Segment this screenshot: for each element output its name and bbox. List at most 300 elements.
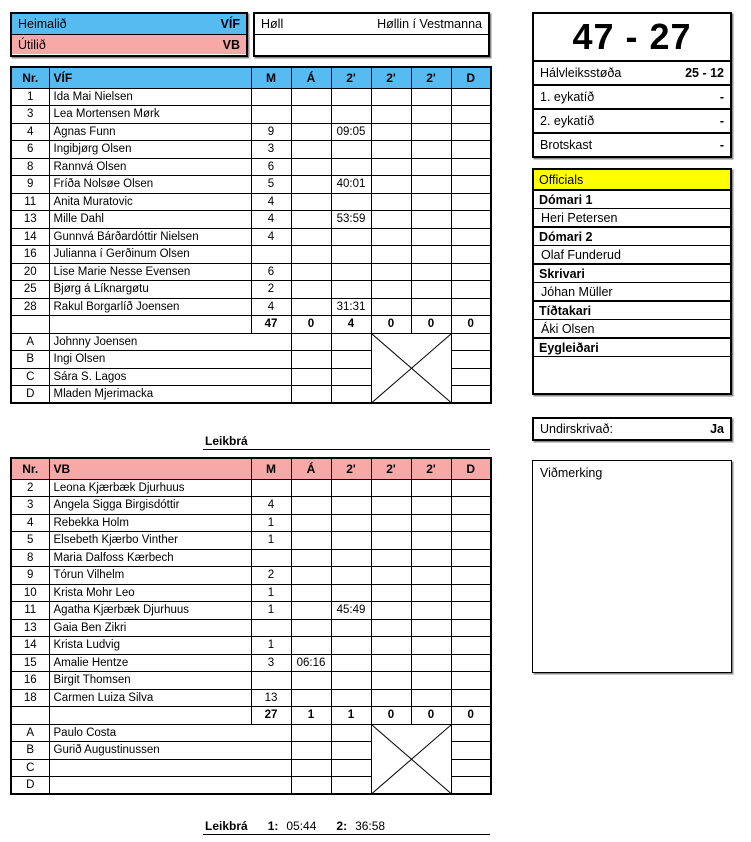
stat-m: 4 [251,193,291,211]
staff-name: Gurið Augustinussen [49,742,291,760]
stat-a [291,497,331,515]
player-row [11,672,491,690]
crossed-out-cell [371,724,451,794]
stat-m: 1 [251,514,291,532]
player-row [11,263,491,281]
col-nr: Nr. [11,67,49,88]
stat-m: 1 [251,532,291,550]
player-row [11,246,491,264]
stat-a [291,567,331,585]
penalty-throws-label: Brotskast [540,138,593,152]
col-2min-1: 2' [331,458,371,479]
col-m: M [251,67,291,88]
stat-m [251,549,291,567]
stat-s1 [331,106,371,124]
col-a: Á [291,458,331,479]
stat-m [251,106,291,124]
player-number: 11 [11,193,49,211]
official-name [534,356,730,393]
stat-s1 [331,479,371,497]
stat-m [251,479,291,497]
stat-a [291,158,331,176]
staff-name [49,777,291,795]
period2-label: 2: [336,819,348,833]
staff-name: Mladen Mjerimacka [49,386,291,404]
home-team-name: VÍF [49,67,251,88]
stat-d [451,193,491,211]
player-row [11,298,491,316]
empty-cell [331,759,371,777]
stat-a [291,176,331,194]
stat-s3 [411,193,451,211]
player-name: Rebekka Holm [49,514,251,532]
empty-cell [331,742,371,760]
player-row [11,497,491,515]
official-role: Skrivari [534,263,730,282]
player-row [11,88,491,106]
period2-time: 36:58 [355,819,386,833]
col-d: D [451,67,491,88]
empty-cell [291,724,331,742]
home-roster-table [10,66,492,404]
crossed-out-cell [371,333,451,403]
stat-d [451,497,491,515]
empty-cell [331,368,371,386]
stat-s2 [371,619,411,637]
official-entry [534,191,730,226]
player-number: 9 [11,176,49,194]
stat-s1 [331,672,371,690]
overtime2-label: 2. eykatíð [540,114,595,128]
player-name: Lise Marie Nesse Evensen [49,263,251,281]
stat-s2 [371,211,411,229]
stat-s2 [371,497,411,515]
player-row [11,106,491,124]
player-number: 13 [11,619,49,637]
stat-s3 [411,228,451,246]
stat-s3 [411,263,451,281]
stat-m [251,246,291,264]
stat-m: 6 [251,263,291,281]
stat-d [451,619,491,637]
stat-d [451,281,491,299]
player-number: 14 [11,228,49,246]
stat-a [291,263,331,281]
stat-s3 [411,637,451,655]
player-name: Lea Mortensen Mørk [49,106,251,124]
official-role: Dómari 2 [534,226,730,245]
stat-m: 3 [251,654,291,672]
player-number: 1 [11,88,49,106]
stat-a [291,602,331,620]
player-number: 28 [11,298,49,316]
stat-a [291,479,331,497]
cross-out-x-icon [372,334,451,403]
stat-m: 5 [251,176,291,194]
staff-letter: A [11,333,49,351]
stat-s3 [411,672,451,690]
player-row [11,602,491,620]
home-leikbra-label: Leikbrá [205,434,248,448]
player-name: Rakul Borgarlíð Joensen [49,298,251,316]
stat-a [291,141,331,159]
player-number: 8 [11,158,49,176]
stat-d [451,479,491,497]
overtime2-value: - [719,114,724,128]
signed-label: Undirskrivað: [540,422,613,436]
empty-cell [49,316,251,334]
player-name: Leona Kjærbæk Djurhuus [49,479,251,497]
stat-m: 9 [251,123,291,141]
stat-a [291,88,331,106]
player-name: Rannvá Olsen [49,158,251,176]
stat-s1: 45:49 [331,602,371,620]
away-team-row [12,34,246,54]
stat-s3 [411,298,451,316]
stat-s1 [331,567,371,585]
stat-d [451,141,491,159]
stat-s2 [371,602,411,620]
total-d: 0 [451,707,491,725]
stat-a [291,619,331,637]
player-name: Amalie Hentze [49,654,251,672]
total-s3: 0 [411,316,451,334]
stat-s2 [371,123,411,141]
empty-cell [291,777,331,795]
stat-a [291,532,331,550]
stat-m: 2 [251,567,291,585]
stat-d [451,176,491,194]
stat-a [291,637,331,655]
col-2min-2: 2' [371,458,411,479]
stat-s2 [371,567,411,585]
staff-letter: D [11,777,49,795]
total-m: 27 [251,707,291,725]
signed-value: Ja [710,422,724,436]
player-number: 3 [11,497,49,515]
empty-cell [291,386,331,404]
total-a: 1 [291,707,331,725]
empty-cell [11,707,49,725]
home-roster-header-row [11,67,491,88]
overtime1-row [534,84,730,108]
player-row [11,567,491,585]
player-name: Carmen Luiza Silva [49,689,251,707]
stat-s1 [331,689,371,707]
staff-name [49,759,291,777]
empty-cell [49,707,251,725]
stat-s2 [371,689,411,707]
stat-s3 [411,602,451,620]
player-number: 25 [11,281,49,299]
home-leikbra-line [203,434,490,450]
empty-cell [291,742,331,760]
player-number: 8 [11,549,49,567]
stat-s1 [331,263,371,281]
halftime-value: 25 - 12 [685,66,724,80]
player-row [11,123,491,141]
stat-s3 [411,141,451,159]
player-row [11,654,491,672]
stat-s1 [331,281,371,299]
player-name: Bjørg á Líknargøtu [49,281,251,299]
empty-cell [331,351,371,369]
officials-title: Officials [534,170,730,191]
empty-cell [451,759,491,777]
staff-letter: B [11,742,49,760]
away-roster-header-row [11,458,491,479]
stat-s1 [331,637,371,655]
stat-a [291,281,331,299]
player-row [11,549,491,567]
staff-name: Johnny Joensen [49,333,291,351]
player-name: Angela Sigga Birgisdóttir [49,497,251,515]
hall-row [255,14,488,34]
empty-cell [331,724,371,742]
stat-m: 13 [251,689,291,707]
player-number: 10 [11,584,49,602]
player-name: Ingibjørg Olsen [49,141,251,159]
player-name: Julianna í Gerðinum Olsen [49,246,251,264]
player-number: 16 [11,246,49,264]
stat-m: 4 [251,211,291,229]
stat-s3 [411,584,451,602]
player-name: Agnas Funn [49,123,251,141]
stat-a [291,211,331,229]
stat-s3 [411,514,451,532]
stat-s2 [371,158,411,176]
player-name: Anita Muratovic [49,193,251,211]
stat-m: 4 [251,228,291,246]
stat-m: 4 [251,497,291,515]
away-team-name: VB [49,458,251,479]
empty-cell [451,724,491,742]
hall-value: Høllin í Vestmanna [377,17,482,31]
stat-s2 [371,141,411,159]
total-s1: 4 [331,316,371,334]
stat-s3 [411,497,451,515]
stat-s1 [331,584,371,602]
stat-s1: 53:59 [331,211,371,229]
stat-s1: 31:31 [331,298,371,316]
stat-s2 [371,106,411,124]
stat-s1 [331,654,371,672]
staff-row [11,333,491,351]
remarks-box [532,460,732,673]
staff-letter: D [11,386,49,404]
total-s1: 1 [331,707,371,725]
overtime2-row [534,108,730,132]
stat-s3 [411,246,451,264]
empty-cell [331,333,371,351]
official-role: Dómari 1 [539,192,593,207]
stat-s3 [411,619,451,637]
stat-d [451,228,491,246]
stat-s3 [411,654,451,672]
away-leikbra-line [203,819,490,835]
stat-s3 [411,158,451,176]
player-number: 16 [11,672,49,690]
stat-d [451,106,491,124]
stat-a [291,689,331,707]
staff-name: Ingi Olsen [49,351,291,369]
player-number: 14 [11,637,49,655]
home-team-label: Heimalið [18,17,67,31]
official-role: Tíðtakari [534,300,730,319]
stat-s2 [371,637,411,655]
empty-cell [451,777,491,795]
col-d: D [451,458,491,479]
totals-row [11,316,491,334]
halftime-row [534,60,730,84]
player-row [11,281,491,299]
stat-s3 [411,106,451,124]
stat-a [291,584,331,602]
player-name: Elsebeth Kjærbo Vinther [49,532,251,550]
officials-box [532,168,732,395]
stat-s2 [371,672,411,690]
stat-s2 [371,281,411,299]
stat-s2 [371,654,411,672]
period1-time: 05:44 [286,819,317,833]
total-a: 0 [291,316,331,334]
col-nr: Nr. [11,458,49,479]
stat-d [451,654,491,672]
player-number: 4 [11,123,49,141]
stat-m [251,88,291,106]
stat-d [451,549,491,567]
stat-d [451,263,491,281]
player-row [11,689,491,707]
score-box [532,12,732,158]
official-name: Olaf Funderud [534,245,730,263]
hall-label: Høll [261,17,284,31]
stat-m: 1 [251,637,291,655]
empty-cell [291,333,331,351]
official-entry [534,263,730,300]
stat-s1: 09:05 [331,123,371,141]
stat-s2 [371,176,411,194]
stat-a [291,672,331,690]
stat-a [291,549,331,567]
empty-cell [451,333,491,351]
home-team-code: VÍF [220,17,240,31]
official-name: Jóhan Müller [534,282,730,300]
empty-cell [451,351,491,369]
col-2min-1: 2' [331,67,371,88]
staff-name: Sára S. Lagos [49,368,291,386]
stat-d [451,123,491,141]
total-s3: 0 [411,707,451,725]
stat-s3 [411,689,451,707]
player-number: 9 [11,567,49,585]
player-name: Birgit Thomsen [49,672,251,690]
total-s2: 0 [371,707,411,725]
stat-s1 [331,514,371,532]
player-row [11,228,491,246]
period1-label: 1: [267,819,279,833]
stat-s1 [331,193,371,211]
official-name: Áki Olsen [534,319,730,337]
player-number: 13 [11,211,49,229]
player-name: Agatha Kjærbæk Djurhuus [49,602,251,620]
teams-header-box [10,12,248,57]
staff-letter: A [11,724,49,742]
staff-row [11,724,491,742]
player-name: Krista Mohr Leo [49,584,251,602]
stat-s2 [371,193,411,211]
stat-d [451,567,491,585]
official-role: Eygleiðari [534,337,730,356]
home-team-row [12,14,246,34]
stat-s3 [411,567,451,585]
stat-s1 [331,228,371,246]
player-name: Mille Dahl [49,211,251,229]
stat-s3 [411,123,451,141]
stat-d [451,532,491,550]
stat-s2 [371,228,411,246]
stat-s3 [411,211,451,229]
player-row [11,193,491,211]
stat-s2 [371,479,411,497]
stat-a [291,123,331,141]
stat-d [451,689,491,707]
player-number: 5 [11,532,49,550]
stat-s1 [331,158,371,176]
player-row [11,584,491,602]
stat-d [451,584,491,602]
stat-m: 4 [251,298,291,316]
stat-d [451,246,491,264]
away-roster-table [10,457,492,795]
total-d: 0 [451,316,491,334]
stat-a [291,514,331,532]
stat-s2 [371,532,411,550]
official-name: Heri Petersen [534,208,730,226]
total-m: 47 [251,316,291,334]
official-entry [534,337,730,393]
player-row [11,141,491,159]
stat-a [291,246,331,264]
player-name: Gunnvá Bárðardóttir Nielsen [49,228,251,246]
stat-a [291,193,331,211]
empty-cell [331,386,371,404]
stat-d [451,88,491,106]
stat-m: 1 [251,602,291,620]
player-number: 15 [11,654,49,672]
stat-s1 [331,246,371,264]
stat-s1 [331,497,371,515]
hall-empty-row [255,34,488,54]
away-team-label: Útilið [18,37,46,52]
col-2min-3: 2' [411,67,451,88]
stat-m [251,672,291,690]
player-number: 6 [11,141,49,159]
player-row [11,211,491,229]
stat-s2 [371,514,411,532]
stat-s3 [411,88,451,106]
stat-s2 [371,584,411,602]
overtime1-label: 1. eykatíð [540,90,595,104]
player-number: 2 [11,479,49,497]
stat-d [451,298,491,316]
penalty-throws-row [534,132,730,156]
stat-d [451,514,491,532]
player-row [11,637,491,655]
player-number: 3 [11,106,49,124]
stat-s3 [411,281,451,299]
empty-cell [451,386,491,404]
